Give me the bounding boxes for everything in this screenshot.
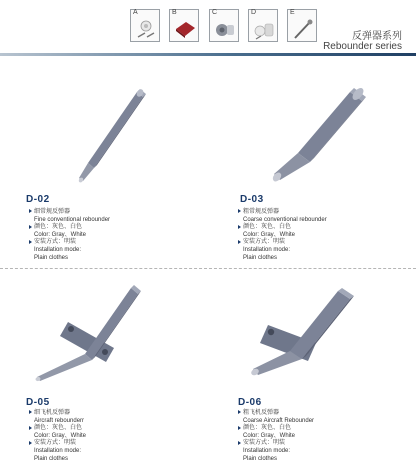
product-install-cn: 安装方式：明装 [243, 440, 286, 447]
product-image-d06 [238, 285, 368, 385]
screw-and-clip-icon [134, 17, 158, 41]
screw-icon [291, 17, 315, 41]
product-color-cn: 颜色：灰色、白色 [34, 224, 83, 231]
thumbnail-letter: A [133, 9, 138, 16]
product-install-value: Plain clothes [34, 254, 69, 261]
product-color-en: Color: Gray、White [34, 231, 87, 238]
thumbnail-letter: D [251, 9, 257, 16]
product-desc-d02 [29, 209, 110, 262]
bullet-icon [238, 426, 241, 430]
product-code-d03: D-03 [240, 194, 264, 205]
product-name-en: Coarse Aircraft Rebounder [243, 417, 315, 424]
section-divider [0, 268, 416, 269]
product-name-cn: 粗飞机反弹器 [243, 410, 280, 416]
product-install-value: Plain clothes [34, 455, 69, 462]
bullet-icon [238, 441, 241, 445]
product-color-cn: 颜色：灰色、白色 [243, 425, 292, 432]
product-name-en: Fine conventional rebounder [34, 216, 111, 223]
thumbnail-letter: B [172, 9, 177, 16]
product-image-d02 [52, 80, 152, 185]
product-install-en: Installation mode: [243, 246, 291, 253]
product-install-cn: 安装方式：明装 [243, 239, 286, 246]
adhesive-pad-icon [173, 17, 197, 41]
bullet-icon [238, 209, 241, 213]
product-install-value: Plain clothes [243, 455, 278, 462]
thumbnail-a [130, 9, 160, 42]
product-install-cn: 安装方式：明装 [34, 239, 77, 246]
product-install-value: Plain clothes [243, 254, 278, 261]
product-color-en: Color: Gray、White [243, 231, 296, 238]
product-color-en: Color: Gray、White [243, 432, 296, 439]
product-name-cn: 细飞机反弹器 [34, 410, 71, 416]
product-name-cn: 粗常规反弹器 [243, 209, 280, 215]
product-code-d02: D-02 [26, 194, 50, 205]
bullet-icon [29, 240, 32, 244]
thumbnail-c [209, 9, 239, 42]
product-name-en: Coarse conventional rebounder [243, 216, 327, 223]
product-desc-d03 [238, 209, 327, 262]
grey-bumper-icon [213, 17, 237, 41]
bullet-icon [29, 426, 32, 430]
product-name-cn: 细常规反弹器 [34, 209, 71, 215]
product-install-en: Installation mode: [243, 447, 291, 454]
product-code-d06: D-06 [238, 397, 262, 408]
thumbnail-letter: E [290, 9, 295, 16]
bullet-icon [238, 240, 241, 244]
header-rule [0, 53, 416, 56]
product-install-cn: 安装方式：明装 [34, 440, 77, 447]
thumbnail-letter: C [212, 9, 218, 16]
bullet-icon [29, 441, 32, 445]
series-title-cn: 反弹器系列 [352, 31, 402, 42]
product-image-d05 [28, 282, 153, 392]
bullet-icon [29, 410, 32, 414]
series-title-en: Rebounder series [323, 41, 402, 52]
product-install-en: Installation mode: [34, 246, 82, 253]
thumbnail-b [169, 9, 199, 42]
product-image-d03 [250, 82, 380, 187]
thumbnail-d [248, 9, 278, 42]
product-desc-d05 [29, 410, 86, 463]
product-code-d05: D-05 [26, 397, 50, 408]
product-desc-d06 [238, 410, 314, 463]
product-color-en: Color: Gray、White [34, 432, 87, 439]
product-color-cn: 颜色：灰色、白色 [34, 425, 83, 432]
bullet-icon [238, 410, 241, 414]
product-name-en: Aircraft rebounderr [34, 417, 85, 424]
product-install-en: Installation mode: [34, 447, 82, 454]
thumbnail-e [287, 9, 317, 42]
product-color-cn: 颜色：灰色、白色 [243, 224, 292, 231]
bullet-icon [29, 225, 32, 229]
bullet-icon [238, 225, 241, 229]
white-bumper-icon [252, 17, 276, 41]
bullet-icon [29, 209, 32, 213]
